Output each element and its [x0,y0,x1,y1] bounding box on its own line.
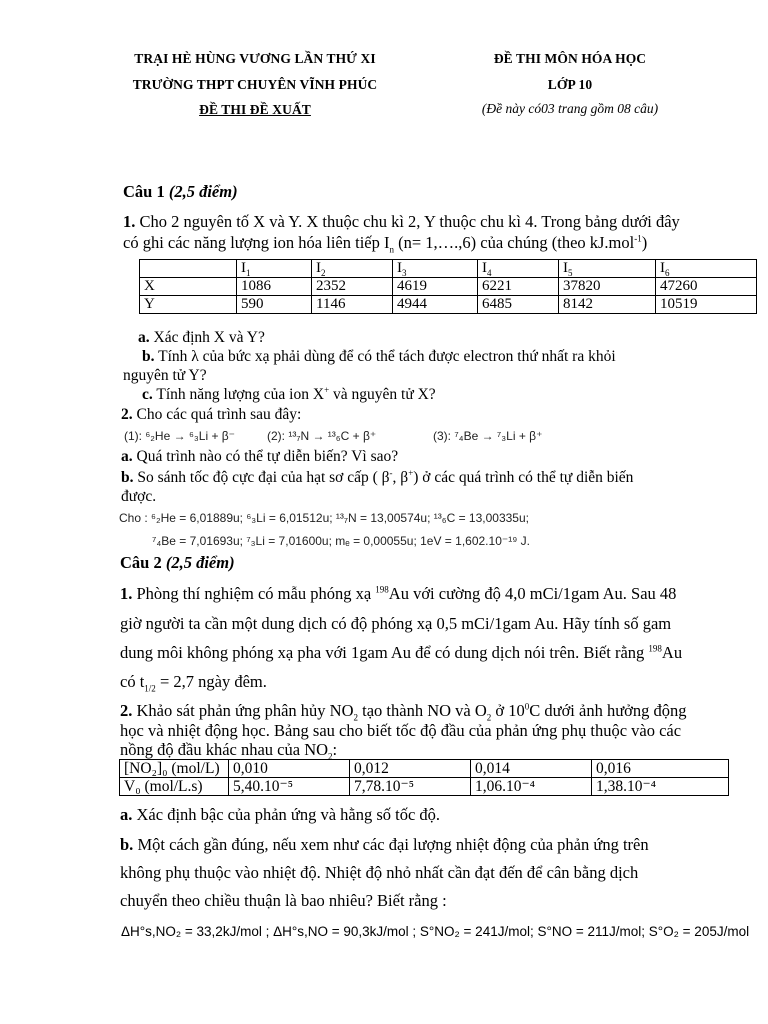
q1-p1-text2b: (n= 1,….,6) của chúng (theo kJ.mol [393,233,635,252]
table-cell: Y [140,296,237,314]
thermo-data-formula: ΔH°s,NO₂ = 33,2kJ/mol ; ΔH°s,NO = 90,3kJ/mol ; S°NO₂ = 241J/mol; S°NO = 211J/mol; S°O₂ = 205J/mol [121,924,750,939]
table-header-cell: [NO₂]₀ (mol/L) [120,760,229,778]
table-header-cell [140,260,237,278]
table-row [120,778,729,796]
q1-p1-number: 1. [123,212,136,231]
q1-title: Câu 1 [123,182,165,201]
q1-b-label: b. [142,348,155,365]
given-masses-line1: Cho : ⁶₂He = 6,01889u; ⁶₃Li = 6,01512u; ¹³₇N = 13,00574u; ¹³₆C = 13,00335u; [119,511,529,525]
q1-a-label: a. [138,329,150,346]
table-cell: X [140,278,237,296]
table-row [140,278,757,296]
table-cell: 5,40.10⁻⁵ [229,778,350,796]
table-cell: 1146 [312,296,393,314]
table-cell: 0,014 [471,760,592,778]
q2-p1-line2: giờ người ta cần một dung dịch có độ phóng xạ 0,5 mCi/1gam Au. Hãy tính số gam [120,614,672,633]
table-cell: 2352 [312,278,393,296]
q2-p1-line4: có $t_{1/2} = 2,7$ ngày đêm. [120,672,267,694]
q1-p2: 2. Cho các quá trình sau đây: [121,406,302,423]
q2-p1-line3: dung môi không phóng xạ pha với 1gam Au để có dung dịch nói trên. Biết rằng $^{198}$Au [120,643,683,662]
table-row [140,260,757,278]
q1-c-label: c. [142,386,153,403]
table-header-cell: $I_4$ [478,260,559,278]
q1-b-line2: nguyên tử Y? [123,367,207,384]
table-cell: 8142 [559,296,656,314]
table-cell: 590 [237,296,312,314]
table-header-cell: $I_1$ [237,260,312,278]
table-cell: 4619 [393,278,478,296]
q2-heading [120,553,235,573]
rate-table [119,759,729,796]
table-header-cell: $I_5$ [559,260,656,278]
table-cell: 37820 [559,278,656,296]
q1-p1-text2a: có ghi các năng lượng ion hóa liên tiếp I [123,233,390,252]
table-cell: 0,010 [229,760,350,778]
header-page-note: (Đề này có03 trang gồm 08 câu) [481,101,659,116]
q2-a: a. Xác định bậc của phản ứng và hằng số tốc độ. [120,805,441,824]
table-cell: 6221 [478,278,559,296]
table-cell: 6485 [478,296,559,314]
process-3: (3): ⁷₄Be → ⁷₃Li + β⁺ [433,429,543,443]
table-cell: 10519 [656,296,757,314]
table-header-cell: $I_6$ [656,260,757,278]
table-cell: 7,78.10⁻⁵ [350,778,471,796]
table-header-cell: V₀ (mol/L.s) [120,778,229,796]
table-row [140,296,757,314]
q2-points: (2,5 điểm) [165,553,235,572]
q1-b-line1: b. Tính λ của bức xạ phải dùng để có thể tách được electron thứ nhất ra khỏi [142,348,616,365]
q1-heading [123,182,238,202]
q2-p2-line2: học và nhiệt động học. Bảng sau cho biết tốc độ đầu của phản ứng phụ thuộc vào các [120,721,682,740]
table-cell: 1086 [237,278,312,296]
table-cell: 1,38.10⁻⁴ [592,778,729,796]
q1-p1-sup: -1 [634,233,642,244]
q1-points: (2,5 điểm) [168,182,238,201]
process-1: (1): ⁶₂He → ⁶₃Li + β⁻ [124,429,236,443]
q2-b-line1: b. Một cách gần đúng, nếu xem như các đại lượng nhiệt động của phản ứng trên [120,835,649,854]
q1-p2b-line2: được. [121,488,157,505]
q2-title: Câu 2 [120,553,162,572]
q1-p2-label: 2. [121,406,133,423]
header-proposal: ĐỀ THI ĐỀ XUẤT [199,102,311,117]
table-header-cell: $I_3$ [393,260,478,278]
q2-p2-line3: nồng độ đầu khác nhau của $NO_2$: [120,740,338,762]
process-2: (2): ¹³₇N → ¹³₆C + β⁺ [267,429,377,443]
q1-p1-text2c: ) [641,233,648,252]
table-cell: 47260 [656,278,757,296]
header-school-line1: TRẠI HÈ HÙNG VƯƠNG LẦN THỨ XI [134,51,376,66]
lambda-symbol: λ [191,348,199,365]
q2-p2-line1: 2. Khảo sát phản ứng phân hủy $NO_2$ tạo thành NO và $O_2$ ở $10^0C$ dưới ảnh hưởng động [120,701,687,723]
q1-p2b-line1: b. So sánh tốc độ cực đại của hạt sơ cấp ( β-, β+) ở các quá trình có thể tự diễn biến [121,467,634,486]
q1-p1-sub: n [389,244,394,255]
header-grade: LỚP 10 [547,77,593,92]
table-cell: 0,012 [350,760,471,778]
q1-p2a: a. Quá trình nào có thể tự diễn biến? Vì sao? [121,448,399,465]
header-exam-title: ĐỀ THI MÔN HÓA HỌC [493,51,647,66]
q2-b-line2: không phụ thuộc vào nhiệt độ. Nhiệt độ nhỏ nhất cần đạt đến để cân bằng dịch [120,863,639,882]
q1-a [138,329,265,347]
table-header-cell: $I_2$ [312,260,393,278]
q2-b-line3: chuyển theo chiều thuận là bao nhiêu? Biết rằng : [120,891,447,910]
q1-c: c. Tính năng lượng của ion X+ và nguyên tử X? [142,384,436,403]
given-masses-line2: ⁷₄Be = 7,01693u; ⁷₃Li = 7,01600u; mₑ = 0,00055u; 1eV = 1,602.10⁻¹⁹ J. [152,534,530,548]
table-cell: 0,016 [592,760,729,778]
q1-p1-text1: Cho 2 nguyên tố X và Y. X thuộc chu kì 2, Y thuộc chu kì 4. Trong bảng dưới đây [139,212,680,231]
header-school-line2: TRƯỜNG THPT CHUYÊN VĨNH PHÚC [132,77,378,92]
q1-p1-line2 [123,233,647,253]
ionization-energy-table [139,259,757,314]
table-cell: 1,06.10⁻⁴ [471,778,592,796]
table-row [120,760,729,778]
q1-a-text: Xác định X và Y? [149,329,265,346]
table-cell: 4944 [393,296,478,314]
q2-p1-line1: 1. Phòng thí nghiệm có mẫu phóng xạ $^{198}$Au với cường độ 4,0 mCi/1gam Au. Sau 48 [120,584,677,603]
q1-p1-line1 [123,212,680,232]
